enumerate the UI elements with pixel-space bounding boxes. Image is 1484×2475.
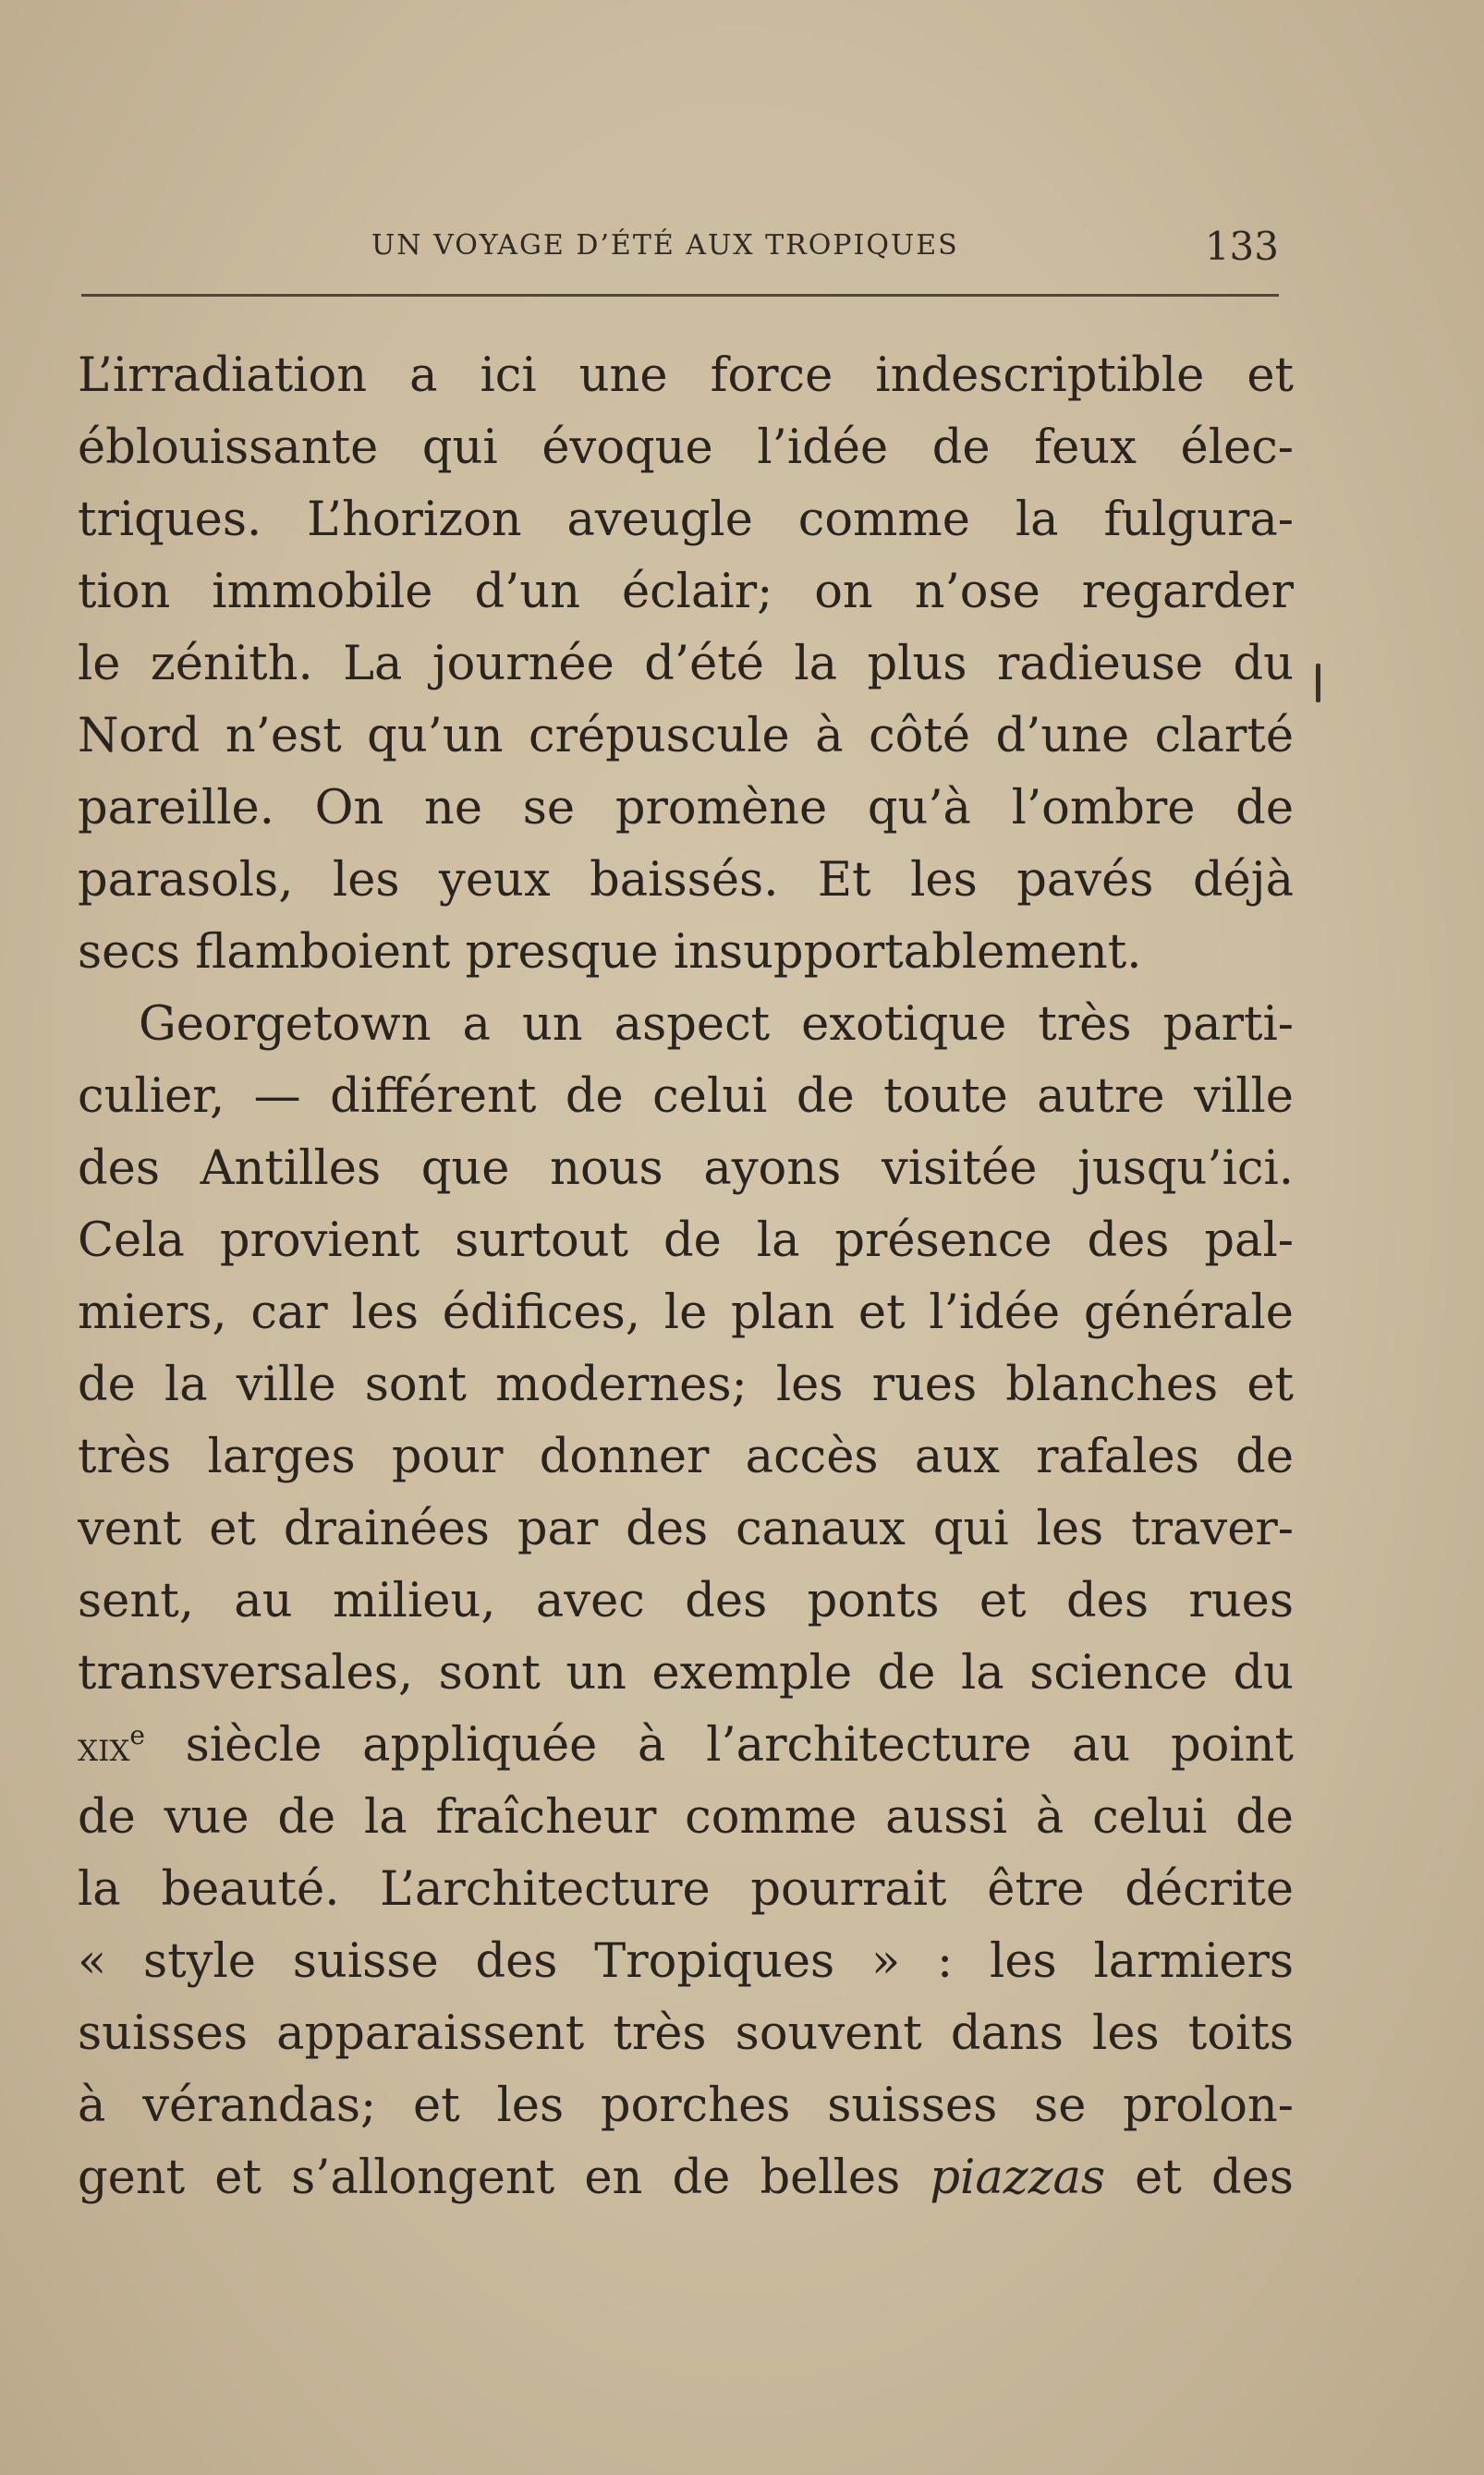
running-title: UN VOYAGE D’ÉTÉ AUX TROPIQUES: [371, 229, 959, 262]
text-line: pareille. On ne se promène qu’à l’ombre de: [78, 781, 1294, 835]
line-text: siècle appliquée à l’architecture au point: [144, 1718, 1294, 1773]
text-line: culier, — différent de celui de toute autre ville: [78, 1069, 1294, 1124]
text-line: suisses apparaissent très souvent dans les toits: [78, 2006, 1294, 2061]
century-numeral: xix: [78, 1724, 130, 1771]
italic-word: piazzas: [930, 2151, 1106, 2205]
margin-mark: [1316, 664, 1320, 702]
text-line: le zénith. La journée d’été la plus radieuse du: [78, 637, 1294, 691]
century-superscript: e: [129, 1720, 145, 1750]
text-line: éblouissante qui évoque l’idée de feux élec-: [78, 421, 1294, 475]
text-line: secs flamboient presque insupportablement.: [78, 925, 1142, 980]
text-line: miers, car les édifices, le plan et l’idée générale: [78, 1286, 1294, 1340]
text-line: [78, 1710, 1294, 1782]
text-line: triques. L’horizon aveugle comme la fulgura-: [78, 493, 1294, 547]
line-text: et des: [1105, 2151, 1294, 2205]
text-line: des Antilles que nous ayons visitée jusqu’ici.: [78, 1141, 1294, 1196]
text-line: transversales, sont un exemple de la science du: [78, 1646, 1294, 1701]
text-line: Nord n’est qu’un crépuscule à côté d’une clarté: [78, 709, 1294, 763]
text-line: [78, 2142, 1294, 2214]
body-text: [78, 340, 1294, 2214]
text-line: à vérandas; et les porches suisses se prolon-: [78, 2079, 1294, 2133]
header-rule: [81, 294, 1279, 297]
text-line: L’irradiation a ici une force indescriptible et: [78, 348, 1294, 403]
text-line: de la ville sont modernes; les rues blanches et: [78, 1358, 1294, 1412]
text-line: « style suisse des Tropiques » : les larmiers: [78, 1934, 1294, 1989]
text-line: Georgetown a un aspect exotique très parti-: [139, 997, 1294, 1052]
text-line: la beauté. L’architecture pourrait être décrite: [78, 1862, 1294, 1917]
text-line: de vue de la fraîcheur comme aussi à celui de: [78, 1790, 1294, 1845]
text-line: tion immobile d’un éclair; on n’ose regarder: [78, 565, 1294, 619]
text-line: très larges pour donner accès aux rafales de: [78, 1430, 1294, 1484]
text-line: sent, au milieu, avec des ponts et des rues: [78, 1574, 1294, 1628]
text-line: vent et drainées par des canaux qui les traver-: [78, 1502, 1294, 1556]
text-line: Cela provient surtout de la présence des pal-: [78, 1213, 1294, 1268]
text-line: parasols, les yeux baissés. Et les pavés déjà: [78, 853, 1294, 908]
line-text: gent et s’allongent en de belles: [78, 2151, 931, 2205]
page-number: 133: [1204, 224, 1279, 269]
page-header: [78, 222, 1279, 277]
